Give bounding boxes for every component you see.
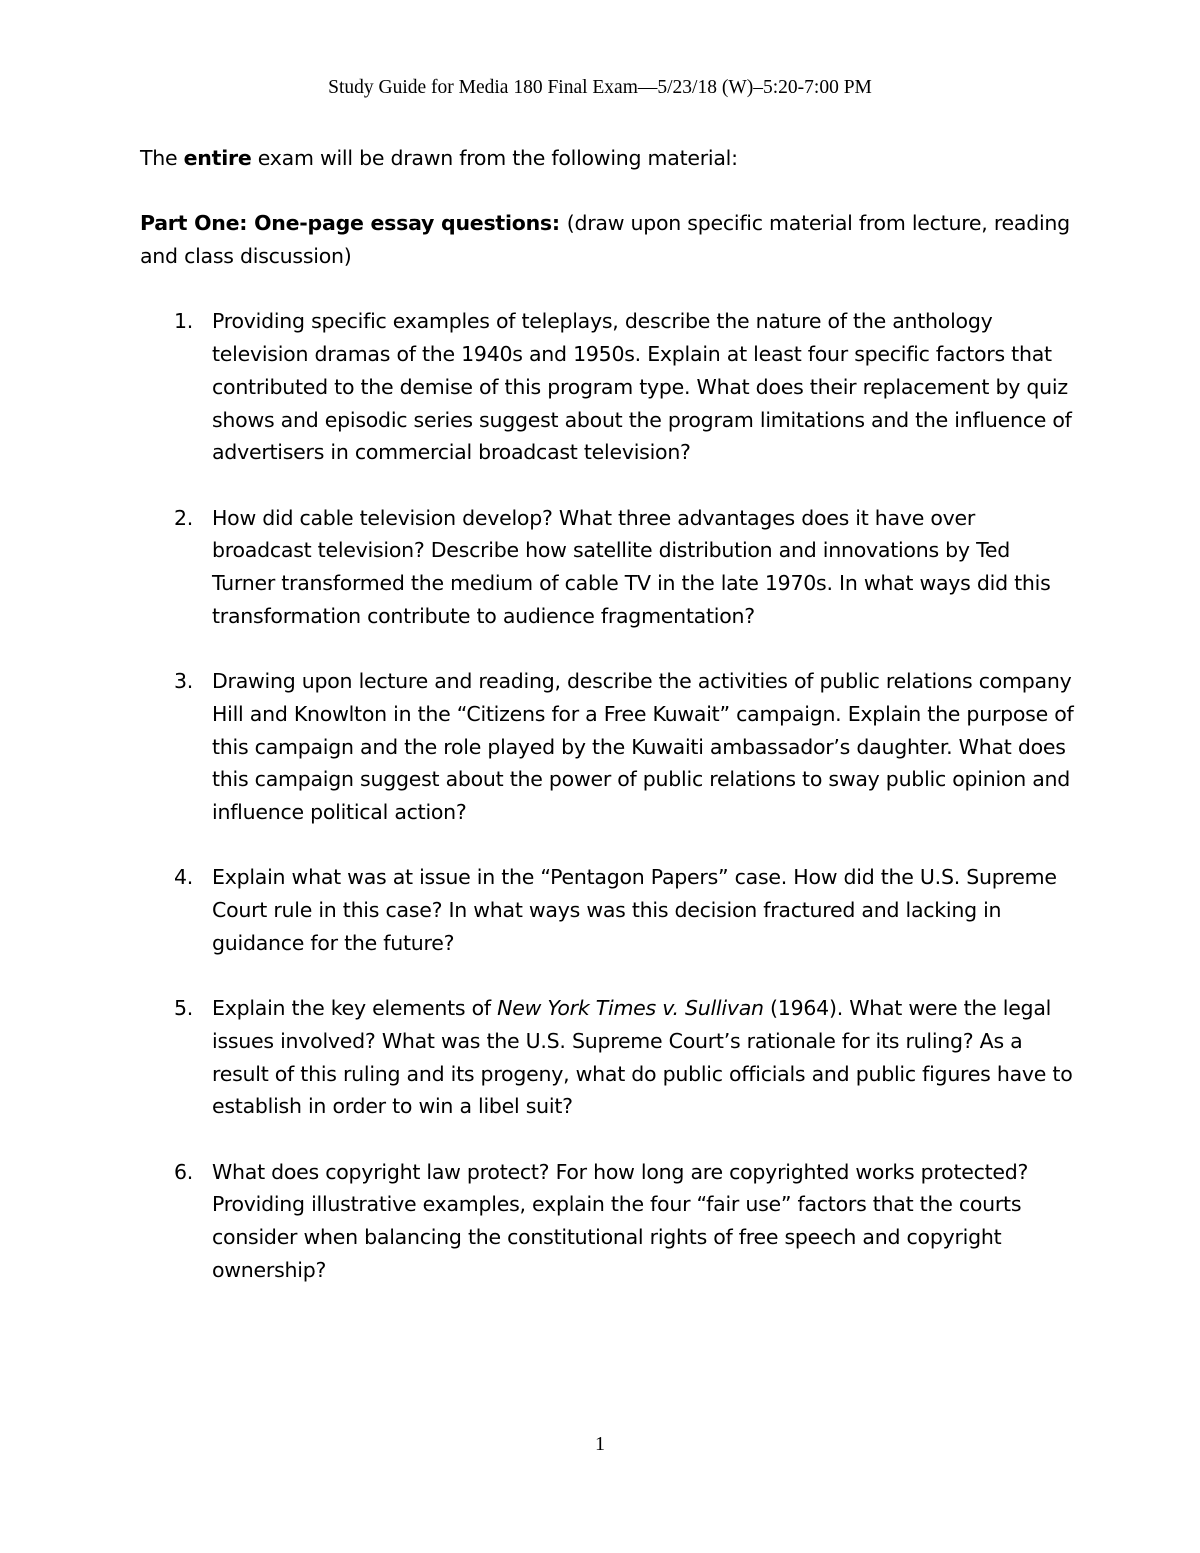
question-number: 1.: [174, 309, 194, 334]
question-text-prefix: Explain the key elements of: [212, 996, 498, 1021]
question-item-1: [140, 305, 1075, 469]
part-one-note: (draw upon specific material from lecture, reading and class discussion): [140, 211, 1070, 269]
question-item-4: [140, 861, 1075, 959]
intro-paragraph: [140, 142, 1075, 175]
question-number: 6.: [174, 1159, 194, 1184]
question-item-6: [140, 1156, 1075, 1287]
part-one-subtitle-colon: :: [551, 211, 567, 236]
essay-question-list: [140, 305, 1075, 1286]
intro-before: The: [140, 146, 184, 170]
intro-after: exam will be drawn from the following material:: [251, 146, 738, 170]
question-text: Drawing upon lecture and reading, describe the activities of public relations company Hill and Knowlton in the “Citizens for a Free Kuwait” campaign. Explain the purpose of this campaign and the role played by the Kuwaiti ambassador’s daughter. What does this campaign suggest about the power of public relations to sway public opinion and influence political action?: [212, 669, 1074, 824]
question-text: How did cable television develop? What three advantages does it have over broadcast television? Describe how satellite distribution and innovations by Ted Turner transformed the medium of cable TV in the late 1970s. In what ways did this transformation contribute to audience fragmentation?: [212, 505, 1051, 628]
part-one-heading: [140, 207, 1075, 272]
document-body: [140, 142, 1075, 1319]
question-text: What does copyright law protect? For how long are copyrighted works protected? Providing illustrative examples, explain the four “fair use” factors that the courts consider when balancing the constitutional rights of free speech and copyright ownership?: [212, 1159, 1029, 1282]
question-item-5: [140, 992, 1075, 1123]
page-header: Study Guide for Media 180 Final Exam—5/23/18 (W)–5:20-7:00 PM: [328, 77, 872, 98]
question-text: Providing specific examples of teleplays, describe the nature of the anthology television dramas of the 1940s and 1950s. Explain at least four specific factors that contributed to the demise of this program type. What does their replacement by quiz shows and episodic series suggest about the program limitations and the influence of advertisers in commercial broadcast television?: [212, 309, 1072, 465]
question-text: Explain what was at issue in the “Pentagon Papers” case. How did the U.S. Supreme Court rule in this case? In what ways was this decision fractured and lacking in guidance for the future?: [212, 865, 1057, 955]
question-number: 2.: [174, 505, 194, 530]
part-one-label: Part One: [140, 211, 240, 236]
part-one-subtitle: One-page essay questions: [254, 211, 552, 236]
question-number: 4.: [174, 865, 194, 890]
question-item-2: [140, 502, 1075, 633]
question-number: 5.: [174, 996, 194, 1021]
page-number: 1: [595, 1433, 605, 1455]
question-text-suffix: (1964). What were the legal issues involved? What was the U.S. Supreme Court’s rationale for its ruling? As a result of this ruling and its progeny, what do public officials and public figures have to establish in order to win a libel suit?: [212, 996, 1073, 1119]
question-item-3: [140, 665, 1075, 829]
part-one-colon: :: [239, 211, 255, 236]
case-name: New York Times v. Sullivan: [497, 996, 764, 1021]
intro-emphasis: entire: [183, 146, 252, 170]
question-number: 3.: [174, 669, 194, 694]
